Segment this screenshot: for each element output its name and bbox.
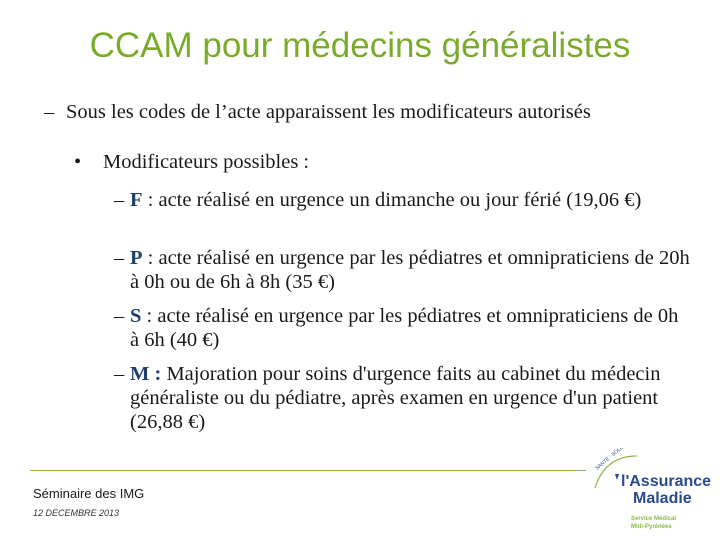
slide-title: CCAM pour médecins généralistes xyxy=(89,26,631,65)
logo-sub2: Midi-Pyrénées xyxy=(631,524,672,530)
footer-divider xyxy=(30,470,586,471)
bullet-level1 xyxy=(44,100,664,124)
logo-line2: Maladie xyxy=(633,490,692,507)
bullet-text: Sous les codes de l’acte apparaissent les modificateurs autorisés xyxy=(66,101,591,123)
bullet-text: Modificateurs possibles : xyxy=(103,151,310,173)
modifier-item-p xyxy=(114,246,694,294)
dash-marker: – xyxy=(114,305,125,327)
modifier-description: : acte réalisé en urgence un dimanche ou jour férié (19,06 €) xyxy=(142,189,642,211)
modifier-code: S xyxy=(130,305,142,327)
modifier-code: P xyxy=(130,247,143,269)
bullet-level2 xyxy=(74,150,674,174)
modifier-description: : acte réalisé en urgence par les pédiatres et omnipraticiens de 0h à 6h (40 €) xyxy=(130,305,679,351)
modifier-description: : acte réalisé en urgence par les pédiatres et omnipraticiens de 20h à 0h ou de 6h à 8h (35 €) xyxy=(130,247,690,293)
assurance-maladie-logo-graphic xyxy=(575,448,715,538)
dash-marker: – xyxy=(114,247,125,269)
modifier-code: F xyxy=(130,189,143,211)
logo-line1: l'Assurance xyxy=(621,473,712,490)
logo-figure-icon xyxy=(615,474,619,480)
dash-marker: – xyxy=(114,363,125,385)
modifier-item-f xyxy=(114,188,694,212)
modifier-item-s xyxy=(114,304,694,352)
logo-sub1: Service Médical xyxy=(631,516,677,522)
footer-date: 12 DECEMBRE 2013 xyxy=(33,508,120,518)
modifier-description: Majoration pour soins d'urgence faits au cabinet du médecin généraliste ou du pédiatre, après examen en urgence d'un patient (26,88 €) xyxy=(130,363,661,433)
modifier-code: M : xyxy=(130,363,162,385)
footer-title: Séminaire des IMG xyxy=(33,486,145,501)
assurance-maladie-logo xyxy=(575,448,715,538)
logo-arc-text: SANTÉ · SOLIDARITÉ xyxy=(594,448,638,472)
dash-marker: – xyxy=(114,189,125,211)
bullet-marker: • xyxy=(74,151,82,173)
modifier-item-m xyxy=(114,362,694,434)
dash-marker: – xyxy=(44,101,55,123)
